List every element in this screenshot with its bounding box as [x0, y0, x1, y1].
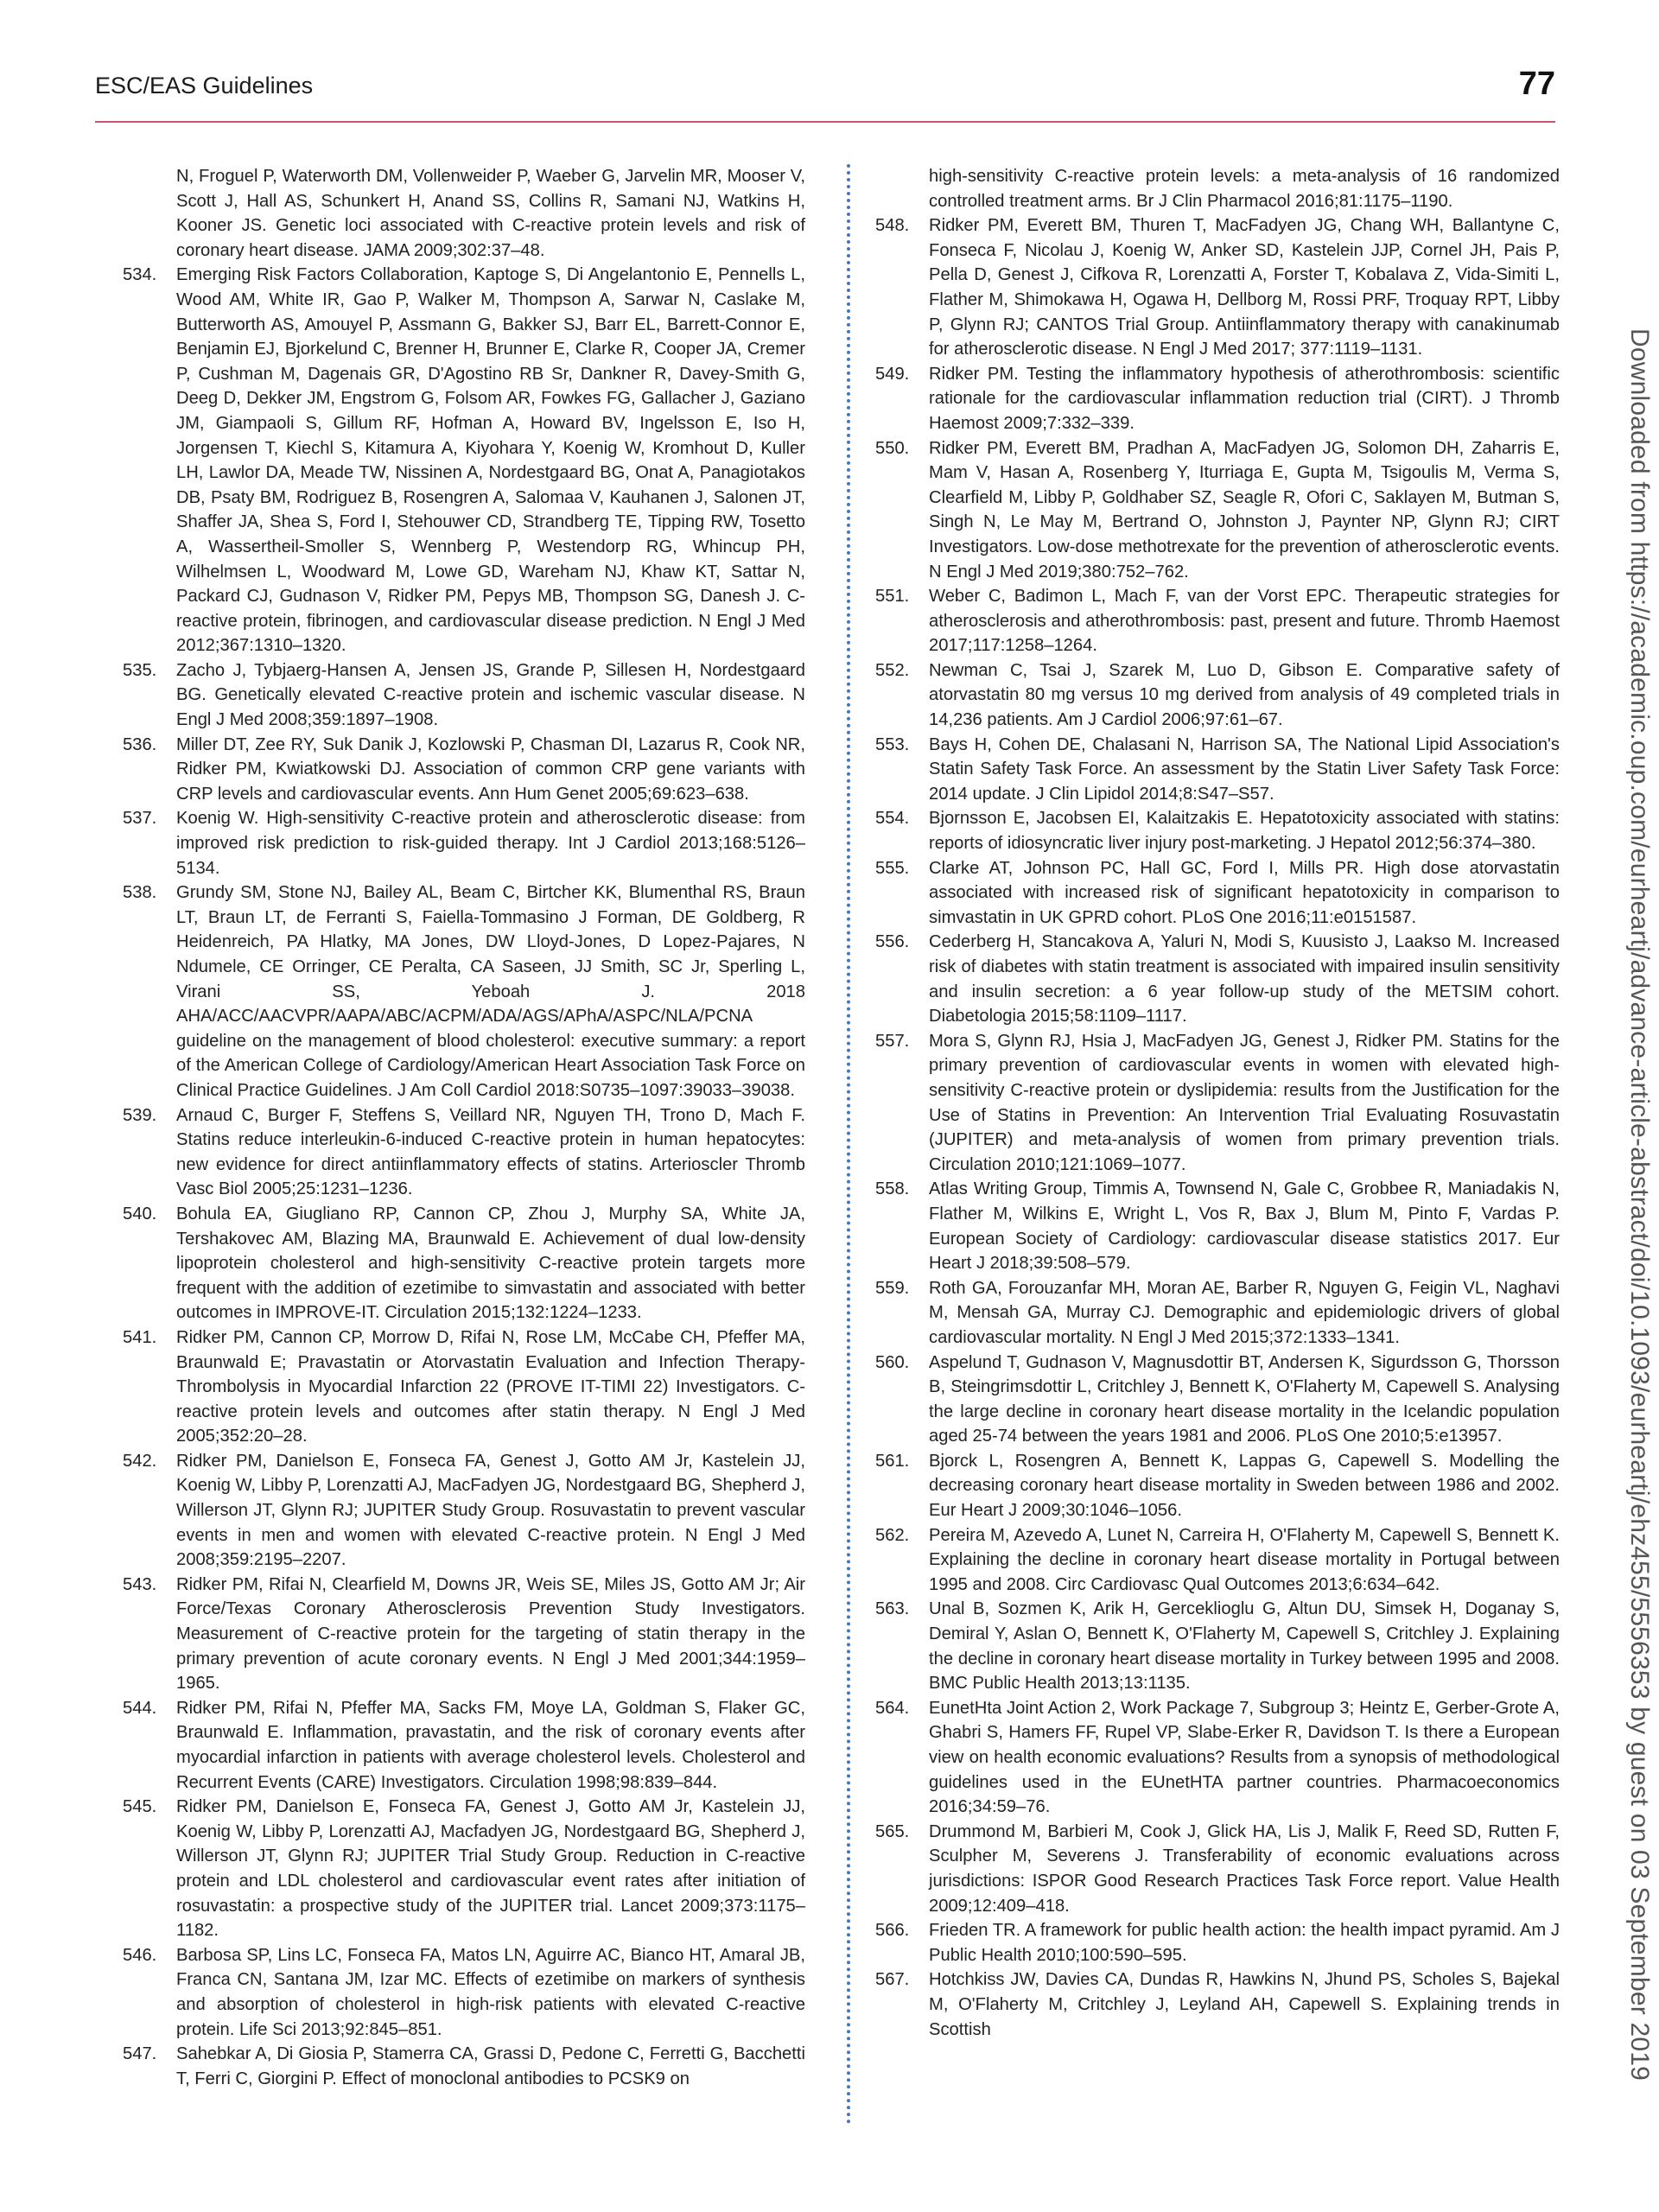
reference-item [875, 1449, 1560, 1523]
reference-number: 535. [123, 660, 157, 680]
reference-number: 564. [875, 1698, 910, 1718]
reference-number: 566. [875, 1921, 910, 1941]
reference-number: 561. [875, 1451, 910, 1471]
reference-text: N, Froguel P, Waterworth DM, Vollenweider P, Waeber G, Jarvelin MR, Mooser V, Scott J, Hall AS, Schunkert H, Anand SS, Collins R, Samani NJ, Watkins H, Kooner JS. Genetic loci associated with C-reactive protein levels and risk of coronary heart disease. JAMA 2009;302:37–48. [176, 167, 805, 260]
reference-text: Weber C, Badimon L, Mach F, van der Vorst EPC. Therapeutic strategies for atherosclerosis and atherothrombosis: past, present and future. Thromb Haemost 2017;117:1258–1264. [929, 587, 1560, 656]
reference-text: Miller DT, Zee RY, Suk Danik J, Kozlowski P, Chasman DI, Lazarus R, Cook NR, Ridker PM, Kwiatkowski DJ. Association of common CRP gene variants with CRP levels and cardiovascular events. Ann Hum Genet 2005;69:623–638. [176, 734, 805, 804]
reference-number: 565. [875, 1821, 910, 1841]
running-title: ESC/EAS Guidelines [95, 73, 314, 99]
reference-number: 543. [123, 1574, 157, 1594]
reference-item [123, 1943, 805, 2042]
reference-number: 554. [875, 809, 910, 829]
download-watermark: Downloaded from https://academic.oup.com/eurheartj/advance-article-abstract/doi/10.1093/eurheartj/ehz455/5556353 by guest on 03 September 2019 [1625, 328, 1654, 2081]
reference-text: Grundy SM, Stone NJ, Bailey AL, Beam C, Birtcher KK, Blumenthal RS, Braun LT, Braun LT, de Ferranti S, Faiella-Tommasino J Forman, DE Goldberg, R Heidenreich, PA Hlatky, MA Jones, DW Lloyd-Jones, D Lopez-Pajares, N Ndumele, CE Orringer, CE Peralta, CA Saseen, JJ Smith, SC Jr, Sperling L, Virani SS, Yeboah J. 2018 AHA/ACC/AACVPR/AAPA/ABC/ACPM/ADA/AGS/APhA/ASPC/NLA/PCNA guideline on the management of blood cholesterol: executive summary: a report of the American College of Cardiology/American Heart Association Task Force on Clinical Practice Guidelines. J Am Coll Cardiol 2018:S0735–1097:39033–39038. [176, 883, 805, 1100]
reference-number: 559. [875, 1278, 910, 1298]
reference-item [123, 2042, 805, 2091]
reference-number: 546. [123, 1945, 157, 1965]
reference-number: 534. [123, 265, 157, 285]
reference-number: 551. [875, 587, 910, 607]
reference-text: Bjornsson E, Jacobsen EI, Kalaitzakis E. Hepatotoxicity associated with statins: reports of idiosyncratic liver injury post-marketing. J Hepatol 2012;56:374–380. [929, 809, 1560, 854]
reference-item [875, 1276, 1560, 1351]
reference-number: 567. [875, 1970, 910, 1990]
reference-text: Arnaud C, Burger F, Steffens S, Veillard NR, Nguyen TH, Trono D, Mach F. Statins reduce interleukin-6-induced C-reactive protein in human hepatocytes: new evidence for direct antiinflammatory effects of statins. Arterioscler Thromb Vasc Biol 2005;25:1231–1236. [176, 1105, 805, 1199]
reference-item [875, 1523, 1560, 1598]
reference-number: 540. [123, 1204, 157, 1224]
reference-text: Ridker PM, Everett BM, Thuren T, MacFadyen JG, Chang WH, Ballantyne C, Fonseca F, Nicolau J, Koenig W, Anker SD, Kastelein JJP, Cornel JH, Pais P, Pella D, Genest J, Cifkova R, Lorenzatti A, Forster T, Kobalava Z, Vida-Simiti L, Flather M, Shimokawa H, Ogawa H, Dellborg M, Rossi PRF, Troquay RPT, Libby P, Glynn RJ; CANTOS Trial Group. Antiinflammatory therapy with canakinumab for atherosclerotic disease. N Engl J Med 2017; 377:1119–1131. [929, 216, 1560, 359]
reference-item [123, 1449, 805, 1573]
reference-number: 562. [875, 1525, 910, 1545]
reference-text: Drummond M, Barbieri M, Cook J, Glick HA, Lis J, Malik F, Reed SD, Rutten F, Sculpher M, Severens J. Transferability of economic evaluations across jurisdictions: ISPOR Good Research Practices Task Force report. Value Health 2009;12:409–418. [929, 1821, 1560, 1916]
reference-item [123, 263, 805, 658]
reference-item [123, 164, 805, 263]
reference-column-left [123, 164, 805, 2091]
reference-number: 542. [123, 1451, 157, 1471]
column-divider [847, 164, 850, 2126]
header-rule [95, 121, 1555, 123]
reference-item [875, 584, 1560, 658]
reference-item [875, 733, 1560, 807]
reference-number: 560. [875, 1352, 910, 1372]
reference-item [123, 880, 805, 1103]
reference-item [875, 1918, 1560, 1967]
reference-text: Ridker PM, Danielson E, Fonseca FA, Genest J, Gotto AM Jr, Kastelein JJ, Koenig W, Libby P, Lorenzatti AJ, MacFadyen JG, Nordestgaard BG, Shepherd J, Willerson JT, Glynn RJ; JUPITER Study Group. Rosuvastatin to prevent vascular events in men and women with elevated C-reactive protein. N Engl J Med 2008;359:2195–2207. [176, 1451, 805, 1570]
reference-item [875, 806, 1560, 855]
reference-item [123, 658, 805, 733]
reference-item [123, 1202, 805, 1325]
reference-text: Atlas Writing Group, Timmis A, Townsend N, Gale C, Grobbee R, Maniadakis N, Flather M, Wilkins E, Wright L, Vos R, Bax J, Blum M, Pinto F, Vardas P. European Society of Cardiology: cardiovascular disease statistics 2017. Eur Heart J 2018;39:508–579. [929, 1179, 1560, 1274]
reference-text: Mora S, Glynn RJ, Hsia J, MacFadyen JG, Genest J, Ridker PM. Statins for the primary prevention of cardiovascular events in women with elevated high-sensitivity C-reactive protein or dyslipidemia: results from the Justification for the Use of Statins in Prevention: An Intervention Trial Evaluating Rosuvastatin (JUPITER) and meta-analysis of women from primary prevention trials. Circulation 2010;121:1069–1077. [929, 1031, 1560, 1174]
reference-text: high-sensitivity C-reactive protein levels: a meta-analysis of 16 randomized controlled treatment arms. Br J Clin Pharmacol 2016;81:1175–1190. [929, 167, 1560, 211]
reference-item [123, 1696, 805, 1795]
reference-number: 541. [123, 1327, 157, 1347]
reference-text: Ridker PM. Testing the inflammatory hypothesis of atherothrombosis: scientific rationale for the cardiovascular inflammation reduction trial (CIRT). J Thromb Haemost 2009;7:332–339. [929, 364, 1560, 433]
reference-item [123, 1325, 805, 1449]
reference-number: 537. [123, 809, 157, 829]
reference-number: 545. [123, 1797, 157, 1817]
reference-text: Clarke AT, Johnson PC, Hall GC, Ford I, Mills PR. High dose atorvastatin associated with increased risk of significant hepatotoxicity in comparison to simvastatin in UK GPRD cohort. PLoS One 2016;11:e0151587. [929, 858, 1560, 927]
reference-number: 549. [875, 364, 910, 384]
reference-item [875, 1177, 1560, 1275]
reference-item [875, 658, 1560, 733]
reference-number: 558. [875, 1179, 910, 1199]
reference-text: Ridker PM, Rifai N, Pfeffer MA, Sacks FM, Moye LA, Goldman S, Flaker GC, Braunwald E. Inflammation, pravastatin, and the risk of coronary events after myocardial infarction in patients with average cholesterol levels. Cholesterol and Recurrent Events (CARE) Investigators. Circulation 1998;98:839–844. [176, 1698, 805, 1792]
reference-number: 563. [875, 1599, 910, 1619]
reference-text: Ridker PM, Danielson E, Fonseca FA, Genest J, Gotto AM Jr, Kastelein JJ, Koenig W, Libby P, Lorenzatti AJ, Macfadyen JG, Nordestgaard BG, Shepherd J, Willerson JT, Glynn RJ; JUPITER Trial Study Group. Reduction in C-reactive protein and LDL cholesterol and cardiovascular event rates after initiation of rosuvastatin: a prospective study of the JUPITER trial. Lancet 2009;373:1175–1182. [176, 1797, 805, 1941]
reference-item [123, 806, 805, 880]
reference-text: Frieden TR. A framework for public health action: the health impact pyramid. Am J Public Health 2010;100:590–595. [929, 1921, 1560, 1965]
reference-item [875, 1029, 1560, 1178]
reference-item [875, 164, 1560, 213]
reference-item [875, 1820, 1560, 1918]
reference-number: 547. [123, 2044, 157, 2064]
reference-item [875, 1967, 1560, 2042]
reference-number: 544. [123, 1698, 157, 1718]
reference-text: Bohula EA, Giugliano RP, Cannon CP, Zhou J, Murphy SA, White JA, Tershakovec AM, Blazing MA, Braunwald E. Achievement of dual low-density lipoprotein cholesterol and high-sensitivity C-reactive protein targets more frequent with the addition of ezetimibe to simvastatin and associated with better outcomes in IMPROVE-IT. Circulation 2015;132:1224–1233. [176, 1204, 805, 1323]
reference-text: EunetHta Joint Action 2, Work Package 7, Subgroup 3; Heintz E, Gerber-Grote A, Ghabri S, Hamers FF, Rupel VP, Slabe-Erker R, Davidson T. Is there a European view on health economic evaluations? Results from a synopsis of methodological guidelines used in the EUnetHTA partner countries. Pharmacoeconomics 2016;34:59–76. [929, 1698, 1560, 1817]
reference-number: 553. [875, 734, 910, 754]
reference-item [123, 1103, 805, 1202]
reference-text: Roth GA, Forouzanfar MH, Moran AE, Barber R, Nguyen G, Feigin VL, Naghavi M, Mensah GA, Murray CJ. Demographic and epidemiologic drivers of global cardiovascular mortality. N Engl J Med 2015;372:1333–1341. [929, 1278, 1560, 1347]
reference-text: Ridker PM, Cannon CP, Morrow D, Rifai N, Rose LM, McCabe CH, Pfeffer MA, Braunwald E; Pravastatin or Atorvastatin Evaluation and Infection Therapy-Thrombolysis in Myocardial Infarction 22 (PROVE IT-TIMI 22) Investigators. C-reactive protein levels and outcomes after statin therapy. N Engl J Med 2005;352:20–28. [176, 1327, 805, 1446]
reference-item [875, 1351, 1560, 1449]
reference-text: Unal B, Sozmen K, Arik H, Gerceklioglu G, Altun DU, Simsek H, Doganay S, Demiral Y, Aslan O, Bennett K, O'Flaherty M, Capewell S, Critchley J. Explaining the decline in coronary heart disease mortality in Turkey between 1995 and 2008. BMC Public Health 2013;13:1135. [929, 1599, 1560, 1694]
reference-number: 552. [875, 660, 910, 680]
reference-item [875, 362, 1560, 436]
page-header [95, 62, 1555, 107]
page-number: 77 [1518, 66, 1555, 102]
reference-number: 556. [875, 932, 910, 952]
reference-number: 538. [123, 883, 157, 903]
reference-text: Bjorck L, Rosengren A, Bennett K, Lappas G, Capewell S. Modelling the decreasing coronary heart disease mortality in Sweden between 1986 and 2002. Eur Heart J 2009;30:1046–1056. [929, 1451, 1560, 1521]
reference-text: Koenig W. High-sensitivity C-reactive protein and atherosclerotic disease: from improved risk prediction to risk-guided therapy. Int J Cardiol 2013;168:5126–5134. [176, 809, 805, 878]
reference-item [875, 1696, 1560, 1820]
reference-column-right [875, 164, 1560, 2042]
reference-text: Newman C, Tsai J, Szarek M, Luo D, Gibson E. Comparative safety of atorvastatin 80 mg versus 10 mg derived from analysis of 49 completed trials in 14,236 patients. Am J Cardiol 2006;97:61–67. [929, 660, 1560, 730]
reference-number: 536. [123, 734, 157, 754]
reference-number: 548. [875, 216, 910, 236]
reference-number: 555. [875, 858, 910, 878]
reference-item [123, 1573, 805, 1696]
reference-number: 550. [875, 438, 910, 458]
reference-text: Aspelund T, Gudnason V, Magnusdottir BT, Andersen K, Sigurdsson G, Thorsson B, Steingrimsdottir L, Critchley J, Bennett K, O'Flaherty M, Capewell S. Analysing the large decline in coronary heart disease mortality in the Icelandic population aged 25-74 between the years 1981 and 2006. PLoS One 2010;5:e13957. [929, 1352, 1560, 1446]
reference-item [875, 856, 1560, 931]
reference-text: Cederberg H, Stancakova A, Yaluri N, Modi S, Kuusisto J, Laakso M. Increased risk of diabetes with statin treatment is associated with impaired insulin sensitivity and insulin secretion: a 6 year follow-up study of the METSIM cohort. Diabetologia 2015;58:1109–1117. [929, 932, 1560, 1027]
reference-number: 539. [123, 1105, 157, 1125]
reference-item [875, 930, 1560, 1028]
reference-text: Barbosa SP, Lins LC, Fonseca FA, Matos LN, Aguirre AC, Bianco HT, Amaral JB, Franca CN, Santana JM, Izar MC. Effects of ezetimibe on markers of synthesis and absorption of cholesterol in high-risk patients with elevated C-reactive protein. Life Sci 2013;92:845–851. [176, 1945, 805, 2039]
reference-text: Emerging Risk Factors Collaboration, Kaptoge S, Di Angelantonio E, Pennells L, Wood AM, White IR, Gao P, Walker M, Thompson A, Sarwar N, Caslake M, Butterworth AS, Amouyel P, Assmann G, Bakker SJ, Barr EL, Barrett-Connor E, Benjamin EJ, Bjorkelund C, Brenner H, Brunner E, Clarke R, Cooper JA, Cremer P, Cushman M, Dagenais GR, D'Agostino RB Sr, Dankner R, Davey-Smith G, Deeg D, Dekker JM, Engstrom G, Folsom AR, Fowkes FG, Gallacher J, Gaziano JM, Giampaoli S, Gillum RF, Hofman A, Howard BV, Ingelsson E, Iso H, Jorgensen T, Kiechl S, Kitamura A, Kiyohara Y, Koenig W, Kromhout D, Kuller LH, Lawlor DA, Meade TW, Nissinen A, Nordestgaard BG, Onat A, Panagiotakos DB, Psaty BM, Rodriguez B, Rosengren A, Salomaa V, Kauhanen J, Salonen JT, Shaffer JA, Shea S, Ford I, Stehouwer CD, Strandberg TE, Tipping RW, Tosetto A, Wassertheil-Smoller S, Wennberg P, Westendorp RG, Whincup PH, Wilhelmsen L, Woodward M, Lowe GD, Wareham NJ, Khaw KT, Sattar N, Packard CJ, Gudnason V, Ridker PM, Pepys MB, Thompson SG, Danesh J. C-reactive protein, fibrinogen, and cardiovascular disease prediction. N Engl J Med 2012;367:1310–1320. [176, 265, 805, 656]
reference-text: Sahebkar A, Di Giosia P, Stamerra CA, Grassi D, Pedone C, Ferretti G, Bacchetti T, Ferri C, Giorgini P. Effect of monoclonal antibodies to PCSK9 on [176, 2044, 805, 2088]
reference-item [123, 1795, 805, 1943]
reference-item [875, 1597, 1560, 1695]
reference-item [875, 436, 1560, 585]
reference-text: Hotchkiss JW, Davies CA, Dundas R, Hawkins N, Jhund PS, Scholes S, Bajekal M, O'Flaherty M, Critchley J, Leyland AH, Capewell S. Explaining trends in Scottish [929, 1970, 1560, 2039]
reference-number: 557. [875, 1031, 910, 1051]
reference-item [875, 213, 1560, 362]
reference-item [123, 733, 805, 807]
reference-text: Ridker PM, Rifai N, Clearfield M, Downs JR, Weis SE, Miles JS, Gotto AM Jr; Air Force/Texas Coronary Atherosclerosis Prevention Study Investigators. Measurement of C-reactive protein for the targeting of statin therapy in the primary prevention of acute coronary events. N Engl J Med 2001;344:1959–1965. [176, 1574, 805, 1694]
reference-text: Zacho J, Tybjaerg-Hansen A, Jensen JS, Grande P, Sillesen H, Nordestgaard BG. Genetically elevated C-reactive protein and ischemic vascular disease. N Engl J Med 2008;359:1897–1908. [176, 660, 805, 730]
reference-text: Bays H, Cohen DE, Chalasani N, Harrison SA, The National Lipid Association's Statin Safety Task Force. An assessment by the Statin Liver Safety Task Force: 2014 update. J Clin Lipidol 2014;8:S47–S57. [929, 734, 1560, 804]
reference-text: Pereira M, Azevedo A, Lunet N, Carreira H, O'Flaherty M, Capewell S, Bennett K. Explaining the decline in coronary heart disease mortality in Portugal between 1995 and 2008. Circ Cardiovasc Qual Outcomes 2013;6:634–642. [929, 1525, 1560, 1594]
reference-text: Ridker PM, Everett BM, Pradhan A, MacFadyen JG, Solomon DH, Zaharris E, Mam V, Hasan A, Rosenberg Y, Iturriaga E, Gupta M, Tsigoulis M, Verma S, Clearfield M, Libby P, Goldhaber SZ, Seagle R, Ofori C, Saklayen M, Butman S, Singh N, Le May M, Bertrand O, Johnston J, Paynter NP, Glynn RJ; CIRT Investigators. Low-dose methotrexate for the prevention of atherosclerotic events. N Engl J Med 2019;380:752–762. [929, 438, 1560, 582]
